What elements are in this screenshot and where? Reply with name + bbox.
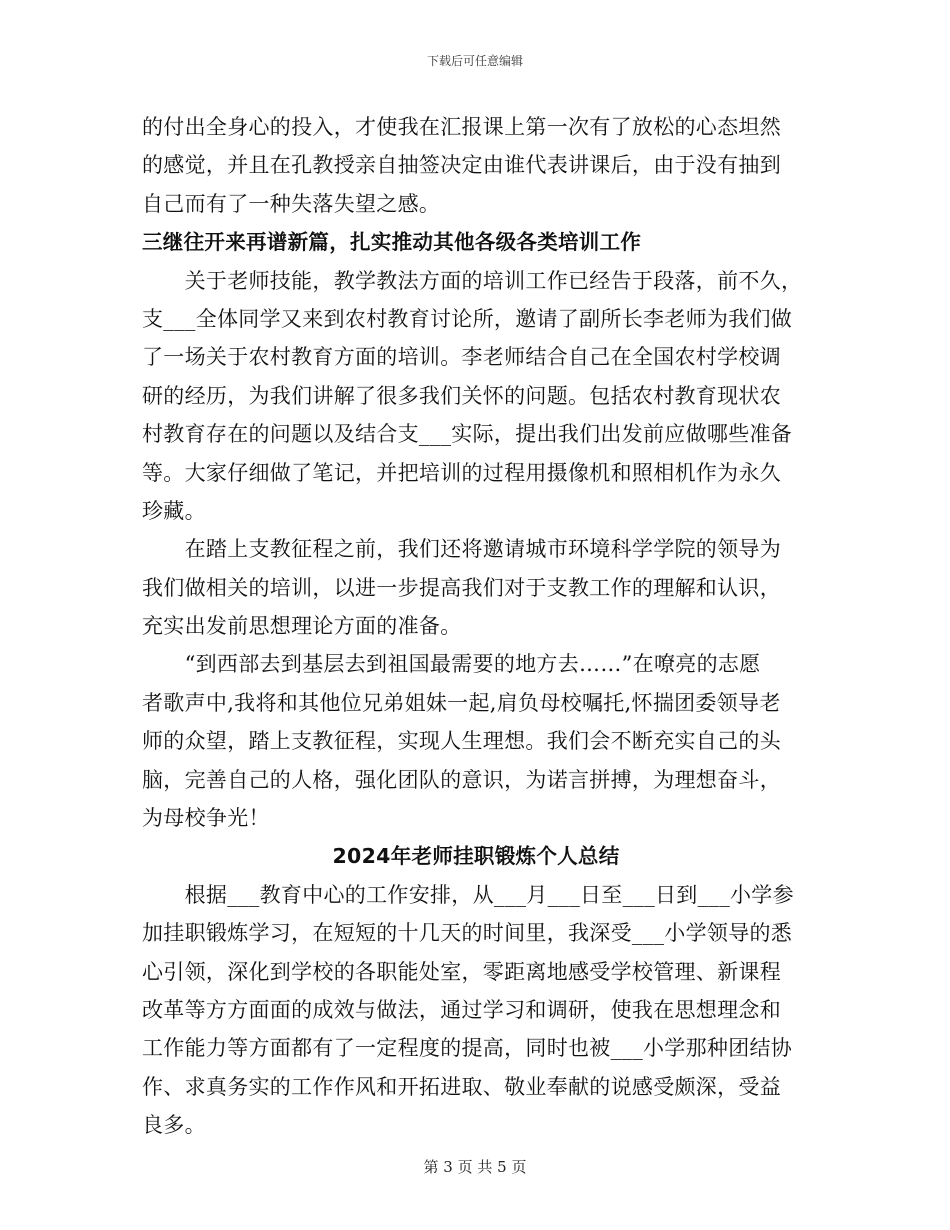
text-line: 脑，完善自己的人格，强化团队的意识，为诺言拼搏，为理想奋斗， — [142, 767, 781, 792]
text-line: 的感觉，并且在孔教授亲自抽签决定由谁代表讲课后，由于没有抽到 — [142, 153, 781, 178]
text-line: 心引领，深化到学校的各职能处室，零距离地感受学校管理、新课程 — [142, 959, 781, 984]
text-line: 研的经历，为我们讲解了很多我们关怀的问题。包括农村教育现状农 — [142, 383, 781, 408]
document-body — [142, 108, 810, 1145]
paragraph-3 — [142, 530, 810, 645]
paragraph-4 — [142, 645, 810, 837]
text-line: 支___全体同学又来到农村教育讨论所，邀请了副所长李老师为我们做 — [142, 306, 793, 331]
text-line: 工作能力等方面都有了一定程度的提高，同时也被___小学那种团结协 — [142, 1036, 793, 1061]
text-line: 加挂职锻炼学习，在短短的十几天的时间里，我深受___小学领导的悉 — [142, 921, 793, 946]
paragraph-2 — [142, 262, 810, 531]
text-line: 珍藏。 — [142, 498, 206, 523]
text-line: 在踏上支教征程之前，我们还将邀请城市环境科学学院的领导为 — [142, 537, 781, 562]
text-line: 等。大家仔细做了笔记，并把培训的过程用摄像机和照相机作为永久 — [142, 460, 781, 485]
page-header: 下载后可任意编辑 — [426, 54, 523, 68]
text-line: 自己而有了一种失落失望之感。 — [142, 191, 441, 216]
text-line: 了一场关于农村教育方面的培训。李老师结合自己在全国农村学校调 — [142, 345, 781, 370]
text-line: 的付出全身心的投入，才使我在汇报课上第一次有了放松的心态坦然 — [142, 115, 781, 139]
text-line: 作、求真务实的工作作风和开拓进取、敬业奉献的说感受颇深，受益 — [142, 1074, 781, 1099]
paragraph-5 — [142, 876, 810, 1145]
document-title: 2024年老师挂职锻炼个人总结 — [332, 844, 620, 869]
text-line: 良多。 — [142, 1113, 206, 1138]
text-line: 者歌声中,我将和其他位兄弟姐妹一起,肩负母校嘱托,怀揣团委领导老 — [142, 690, 781, 715]
text-line: 根据___教育中心的工作安排，从___月___日至___日到___小学参 — [142, 882, 794, 907]
text-line: 我们做相关的培训，以进一步提高我们对于支教工作的理解和认识， — [142, 575, 781, 600]
text-line: 村教育存在的问题以及结合支___实际，提出我们出发前应做哪些准备 — [142, 422, 793, 447]
text-line: 为母校争光！ — [142, 806, 270, 831]
text-line: 师的众望，踏上支教征程，实现人生理想。我们会不断充实自己的头 — [142, 729, 781, 754]
text-line: 改革等方方面面的成效与做法，通过学习和调研，使我在思想理念和 — [142, 997, 781, 1022]
text-line: 关于老师技能，教学教法方面的培训工作已经告于段落，前不久， — [142, 268, 803, 293]
page-number: 第 3 页 共 5 页 — [423, 1158, 527, 1176]
text-line: 充实出发前思想理论方面的准备。 — [142, 614, 462, 639]
paragraph-1 — [142, 108, 810, 223]
text-line: “到西部去到基层去到祖国最需要的地方去……”在嘹亮的志愿 — [142, 652, 761, 677]
section-heading-1: 三继往开来再谱新篇，扎实推动其他各级各类培训工作 — [142, 230, 642, 255]
